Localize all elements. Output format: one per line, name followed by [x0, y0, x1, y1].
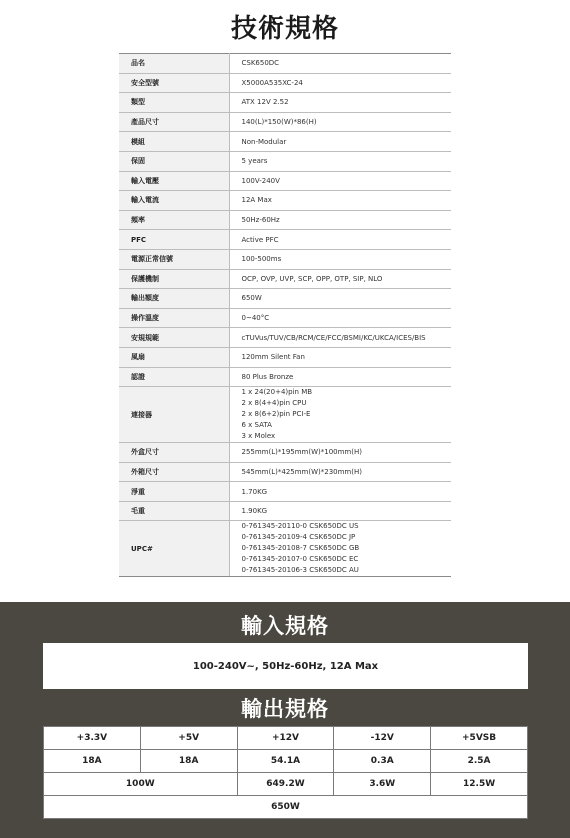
- spec-value: Non-Modular: [229, 132, 451, 152]
- current-cell: 54.1A: [237, 750, 334, 773]
- spec-row: [119, 328, 451, 348]
- current-cell: 0.3A: [334, 750, 431, 773]
- spec-label: 認證: [119, 367, 229, 387]
- spec-label: 頻率: [119, 210, 229, 230]
- spec-row: [119, 112, 451, 132]
- rail-cell: +5V: [140, 727, 237, 750]
- current-cell: 18A: [140, 750, 237, 773]
- spec-row: [119, 73, 451, 93]
- spec-row: [119, 367, 451, 387]
- spec-value: 100-500ms: [229, 249, 451, 269]
- spec-value: 545mm(L)*425mm(W)*230mm(H): [229, 462, 451, 482]
- spec-label: 保護機制: [119, 269, 229, 289]
- spec-value: 0~40°C: [229, 308, 451, 328]
- spec-row: [119, 443, 451, 463]
- rail-cell: -12V: [334, 727, 431, 750]
- spec-value: 1.90KG: [229, 501, 451, 521]
- rail-row: [44, 727, 528, 750]
- upc-list: [229, 521, 451, 577]
- spec-label: 輸入電壓: [119, 171, 229, 191]
- connector-line: 3 x Molex: [241, 432, 276, 441]
- connector-line: 6 x SATA: [241, 421, 272, 430]
- spec-label: 安規規範: [119, 328, 229, 348]
- spec-label: 安全型號: [119, 73, 229, 93]
- spec-value: 5 years: [229, 151, 451, 171]
- spec-table: [119, 53, 451, 577]
- spec-value: X5000A535XC-24: [229, 73, 451, 93]
- spec-value: 140(L)*150(W)*86(H): [229, 112, 451, 132]
- spec-value: OCP, OVP, UVP, SCP, OPP, OTP, SIP, NLO: [229, 269, 451, 289]
- upc-row: [119, 521, 451, 577]
- connector-line: 2 x 8(4+4)pin CPU: [241, 399, 307, 408]
- spec-row: [119, 347, 451, 367]
- spec-label: 外箱尺寸: [119, 462, 229, 482]
- connector-line: 2 x 8(6+2)pin PCI-E: [241, 410, 311, 419]
- spec-value: ATX 12V 2.52: [229, 93, 451, 113]
- spec-label: 電源正常信號: [119, 249, 229, 269]
- spec-value: cTUVus/TUV/CB/RCM/CE/FCC/BSMI/KC/UKCA/ICES/BIS: [229, 328, 451, 348]
- current-row: [44, 750, 528, 773]
- spec-value: 50Hz-60Hz: [229, 210, 451, 230]
- spec-row: [119, 482, 451, 502]
- input-spec-heading: 輸入規格: [241, 614, 329, 638]
- connector-list: [229, 387, 451, 443]
- current-cell: 18A: [44, 750, 141, 773]
- spec-label: 類型: [119, 93, 229, 113]
- power-row: [44, 773, 528, 796]
- spec-label: 連接器: [119, 387, 229, 443]
- power-cell-12v: 649.2W: [237, 773, 334, 796]
- upc-line: 0-761345-20108-7 CSK650DC GB: [241, 544, 360, 553]
- spec-value: 12A Max: [229, 191, 451, 211]
- spec-label: PFC: [119, 230, 229, 250]
- connector-row: [119, 387, 451, 443]
- spec-value: 1.70KG: [229, 482, 451, 502]
- rail-cell: +5VSB: [431, 727, 528, 750]
- total-power-cell: 650W: [44, 796, 528, 819]
- spec-row: [119, 93, 451, 113]
- spec-row: [119, 210, 451, 230]
- spec-label: 外盒尺寸: [119, 443, 229, 463]
- spec-label: 毛重: [119, 501, 229, 521]
- spec-label: 操作溫度: [119, 308, 229, 328]
- spec-value: 255mm(L)*195mm(W)*100mm(H): [229, 443, 451, 463]
- spec-value: 100V-240V: [229, 171, 451, 191]
- spec-row: [119, 269, 451, 289]
- spec-row: [119, 501, 451, 521]
- spec-label: 產品尺寸: [119, 112, 229, 132]
- output-spec-heading: 輸出規格: [241, 697, 329, 721]
- spec-label: 淨重: [119, 482, 229, 502]
- spec-row: [119, 249, 451, 269]
- spec-row: [119, 151, 451, 171]
- upc-line: 0-761345-20107-0 CSK650DC EC: [241, 555, 359, 564]
- upc-line: 0-761345-20106-3 CSK650DC AU: [241, 566, 359, 575]
- upc-line: 0-761345-20109-4 CSK650DC JP: [241, 533, 356, 542]
- spec-label: UPC#: [119, 521, 229, 577]
- spec-value: Active PFC: [229, 230, 451, 250]
- upc-line: 0-761345-20110-0 CSK650DC US: [241, 522, 359, 531]
- spec-label: 保固: [119, 151, 229, 171]
- power-cell-n12v: 3.6W: [334, 773, 431, 796]
- spec-label: 輸出額度: [119, 289, 229, 309]
- connector-line: 1 x 24(20+4)pin MB: [241, 388, 313, 397]
- total-row: [44, 796, 528, 819]
- spec-row: [119, 132, 451, 152]
- spec-row: [119, 191, 451, 211]
- rail-cell: +12V: [237, 727, 334, 750]
- current-cell: 2.5A: [431, 750, 528, 773]
- output-spec-table: [43, 726, 528, 819]
- spec-value: 650W: [229, 289, 451, 309]
- spec-value: 80 Plus Bronze: [229, 367, 451, 387]
- page-title: 技術規格: [230, 14, 339, 44]
- power-cell-3v3-5v: 100W: [44, 773, 238, 796]
- spec-label: 輸入電流: [119, 191, 229, 211]
- spec-label: 品名: [119, 54, 229, 74]
- spec-row: [119, 462, 451, 482]
- input-spec-box: [43, 643, 528, 689]
- spec-row: [119, 308, 451, 328]
- spec-value: CSK650DC: [229, 54, 451, 74]
- rail-cell: +3.3V: [44, 727, 141, 750]
- spec-value: 120mm Silent Fan: [229, 347, 451, 367]
- input-spec-value: 100-240V~, 50Hz-60Hz, 12A Max: [192, 660, 379, 672]
- power-cell-5vsb: 12.5W: [431, 773, 528, 796]
- spec-row: [119, 171, 451, 191]
- spec-row: [119, 54, 451, 74]
- spec-label: 風扇: [119, 347, 229, 367]
- spec-label: 模組: [119, 132, 229, 152]
- spec-row: [119, 230, 451, 250]
- spec-row: [119, 289, 451, 309]
